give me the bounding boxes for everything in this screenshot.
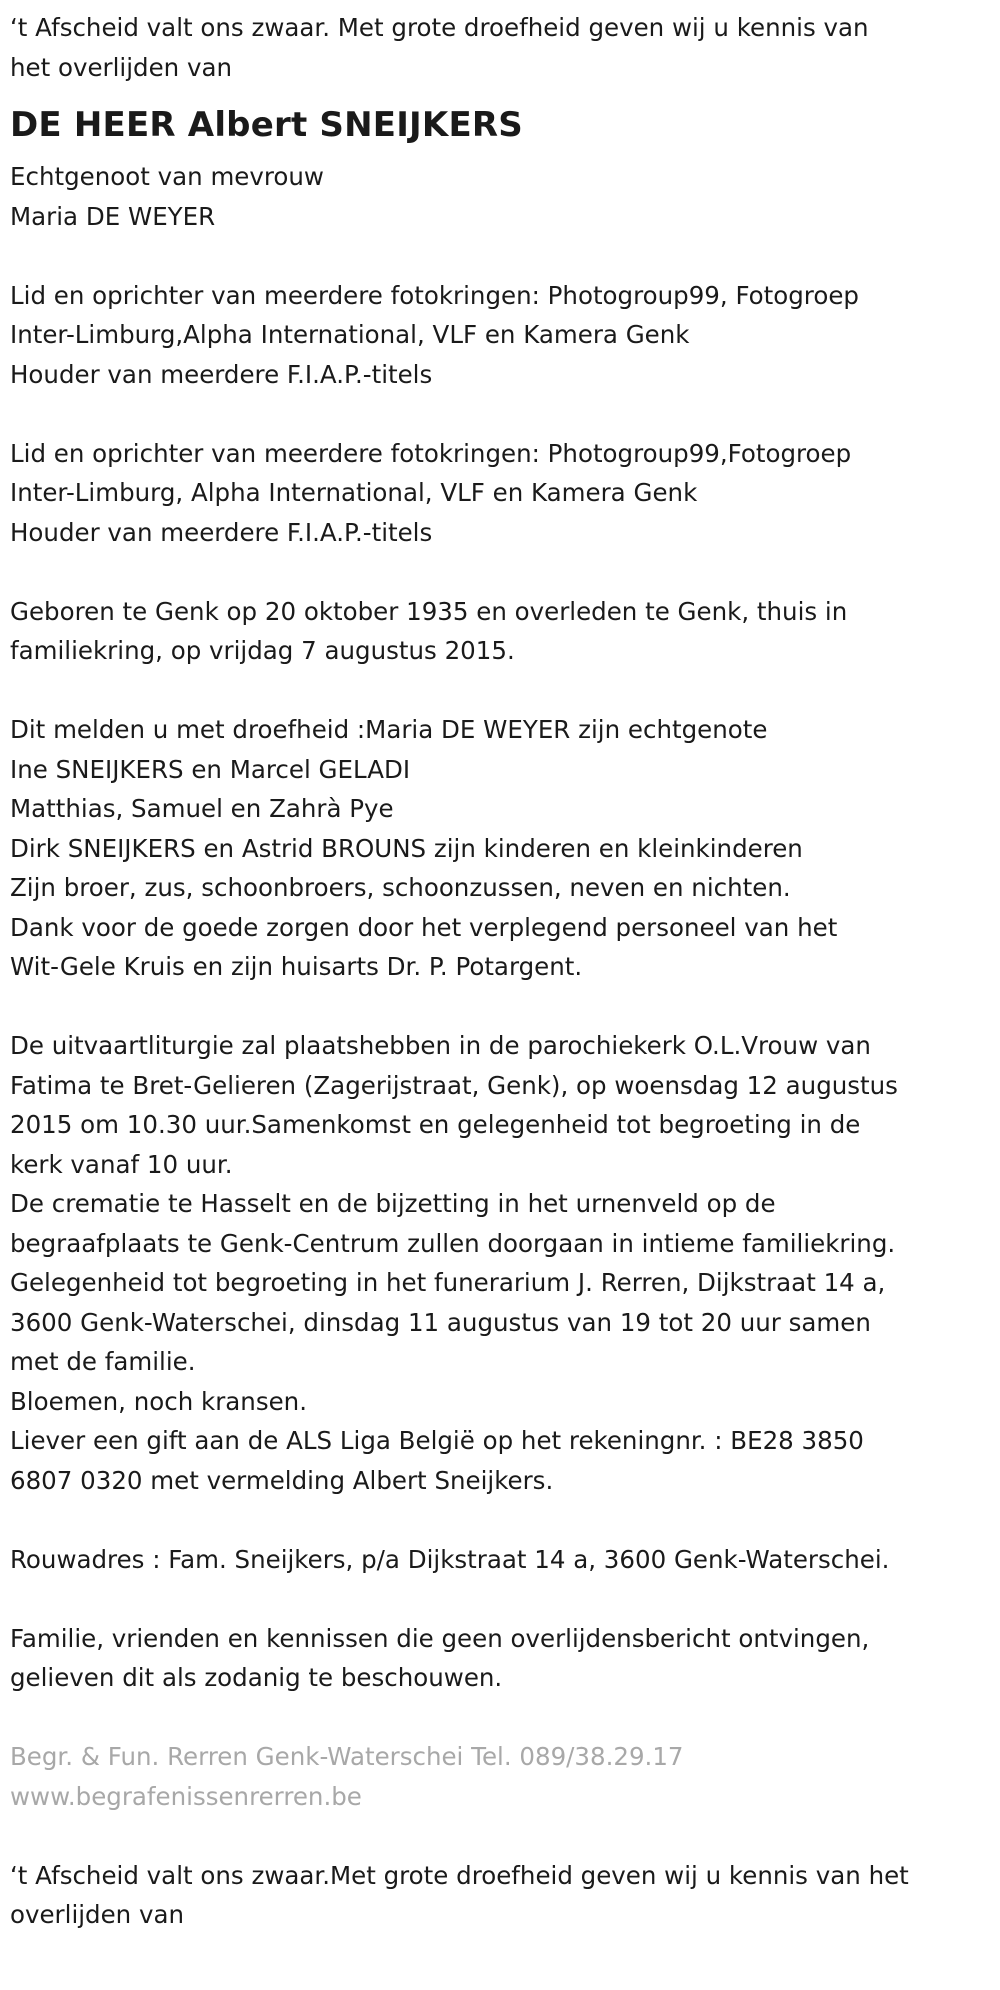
intro-line: ‘t Afscheid valt ons zwaar. Met grote droefheid geven wij u kennis van: [10, 13, 869, 42]
funeral-line: Liever een gift aan de ALS Liga België op het rekeningnr. : BE28 3850: [10, 1426, 864, 1455]
funeral-line: 3600 Genk-Waterschei, dinsdag 11 augustus van 19 tot 20 uur samen: [10, 1307, 871, 1337]
family-line: Dit melden u met droefheid :Maria DE WEYER zijn echtgenote: [10, 715, 768, 744]
family-line: Wit-Gele Kruis en zijn huisarts Dr. P. Potargent.: [10, 952, 583, 981]
spouse-line: Echtgenoot van mevrouw: [10, 162, 324, 191]
affiliation-paragraph-2: [10, 434, 970, 553]
paragraph-gap: [10, 394, 970, 434]
paragraph-gap: [10, 1816, 970, 1856]
intro-line: het overlijden van: [10, 52, 233, 82]
family-line: Dank voor de goede zorgen door het verplegend personeel van het: [10, 912, 838, 942]
paragraph-gap: [10, 1500, 970, 1540]
birth-death-line: Geboren te Genk op 20 oktober 1935 en overleden te Genk, thuis in: [10, 596, 848, 626]
affiliation-line: Inter-Limburg,Alpha International, VLF en Kamera Genk: [10, 320, 690, 349]
family-line: Ine SNEIJKERS en Marcel GELADI: [10, 754, 411, 784]
funeral-line: Fatima te Bret-Gelieren (Zagerijstraat, Genk), op woensdag 12 augustus: [10, 1070, 898, 1100]
funeral-line: De uitvaartliturgie zal plaatshebben in de parochiekerk O.L.Vrouw van: [10, 1031, 871, 1060]
paragraph-gap: [10, 1579, 970, 1619]
funeral-line: kerk vanaf 10 uur.: [10, 1149, 233, 1179]
undertaker-website-link[interactable]: www.begrafenissenrerren.be: [10, 1781, 362, 1811]
undertaker-info: [10, 1737, 970, 1816]
intro-top: [10, 8, 970, 87]
birth-death-line: familiekring, op vrijdag 7 augustus 2015.: [10, 636, 515, 665]
affiliation-line: Inter-Limburg, Alpha International, VLF en Kamera Genk: [10, 478, 698, 507]
intro-line: overlijden van: [10, 1900, 185, 1929]
deceased-name: DE HEER Albert SNEIJKERS: [10, 105, 523, 145]
affiliation-line: Lid en oprichter van meerdere fotokringen: Photogroup99, Fotogroep: [10, 280, 859, 310]
affiliation-line: Lid en oprichter van meerdere fotokringen: Photogroup99,Fotogroep: [10, 438, 852, 468]
affiliation-paragraph-1: [10, 276, 970, 395]
family-paragraph: [10, 710, 970, 987]
notice-line: Familie, vrienden en kennissen die geen overlijdensbericht ontvingen,: [10, 1623, 870, 1653]
intro-bottom: [10, 1856, 970, 1935]
funeral-paragraph: [10, 1026, 970, 1500]
notice-line: gelieven dit als zodanig te beschouwen.: [10, 1663, 503, 1692]
intro-line: ‘t Afscheid valt ons zwaar.Met grote droefheid geven wij u kennis van het: [10, 1860, 909, 1890]
affiliation-line: Houder van meerdere F.I.A.P.-titels: [10, 359, 433, 389]
paragraph-gap: [10, 552, 970, 592]
funeral-line: Gelegenheid tot begroeting in het funerarium J. Rerren, Dijkstraat 14 a,: [10, 1268, 886, 1297]
mourning-address: Rouwadres : Fam. Sneijkers, p/a Dijkstraat 14 a, 3600 Genk-Waterschei.: [10, 1544, 890, 1574]
address-paragraph: [10, 1540, 970, 1580]
obituary-document: [10, 8, 970, 1935]
notice-paragraph: [10, 1619, 970, 1698]
funeral-line: De crematie te Hasselt en de bijzetting in het urnenveld op de: [10, 1189, 776, 1218]
paragraph-gap: [10, 987, 970, 1027]
family-line: Zijn broer, zus, schoonbroers, schoonzussen, neven en nichten.: [10, 873, 791, 902]
funeral-line: begraafplaats te Genk-Centrum zullen doorgaan in intieme familiekring.: [10, 1228, 896, 1258]
spouse-info: [10, 157, 970, 236]
family-line: Dirk SNEIJKERS en Astrid BROUNS zijn kinderen en kleinkinderen: [10, 833, 803, 863]
paragraph-gap: [10, 1698, 970, 1738]
funeral-line: 2015 om 10.30 uur.Samenkomst en gelegenheid tot begroeting in de: [10, 1110, 861, 1139]
birth-death-paragraph: [10, 592, 970, 671]
affiliation-line: Houder van meerdere F.I.A.P.-titels: [10, 517, 433, 547]
paragraph-gap: [10, 236, 970, 276]
funeral-line: Bloemen, noch kransen.: [10, 1386, 307, 1416]
spouse-line: Maria DE WEYER: [10, 201, 216, 231]
funeral-line: met de familie.: [10, 1347, 196, 1376]
undertaker-line: Begr. & Fun. Rerren Genk-Waterschei Tel. 089/38.29.17: [10, 1742, 684, 1771]
paragraph-gap: [10, 671, 970, 711]
family-line: Matthias, Samuel en Zahrà Pye: [10, 794, 394, 823]
funeral-line: 6807 0320 met vermelding Albert Sneijkers.: [10, 1465, 554, 1495]
